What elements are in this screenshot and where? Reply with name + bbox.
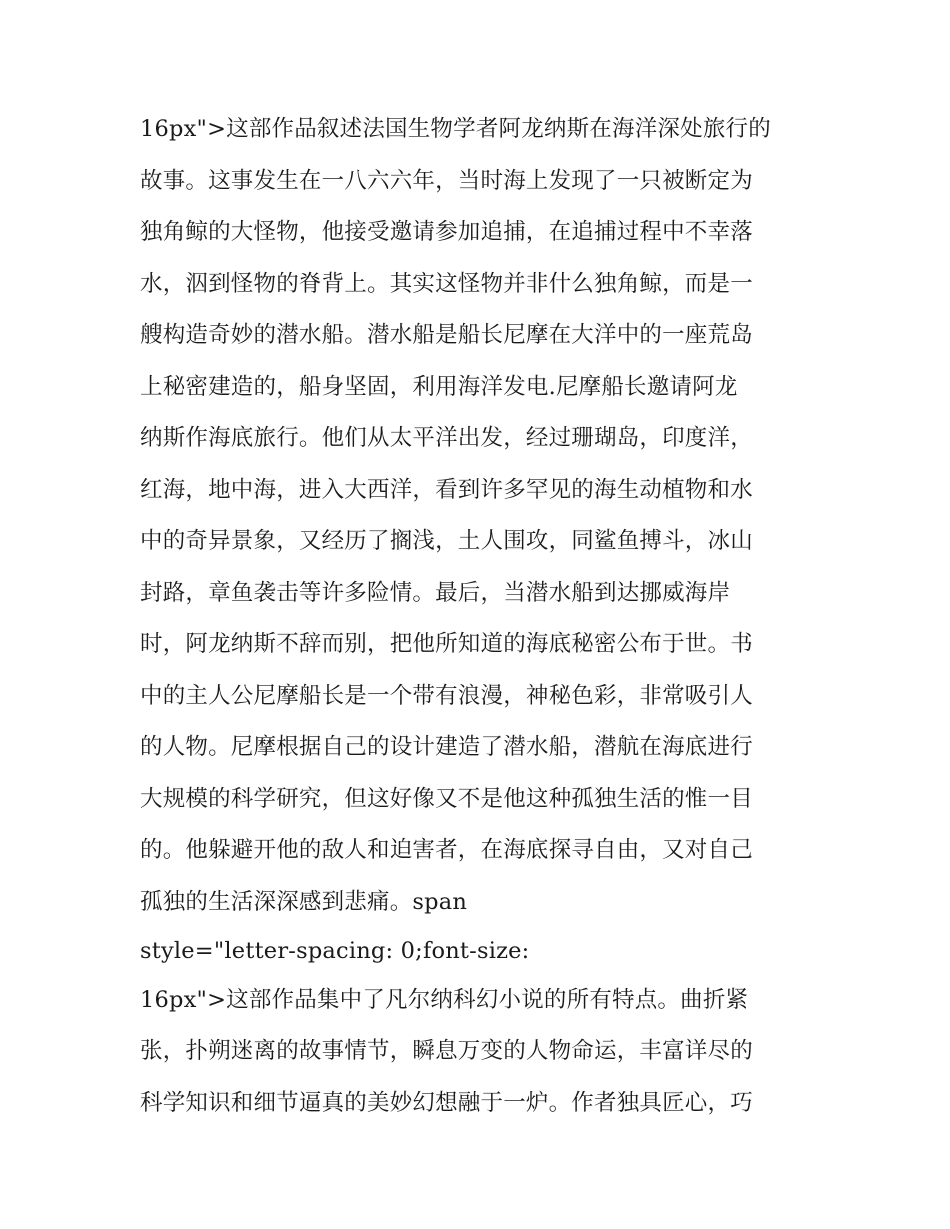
text-line: 艘构造奇妙的潜水船。潜水船是船长尼摩在大洋中的一座荒岛 <box>140 322 753 348</box>
body-text <box>140 106 830 1131</box>
text-line: 大规模的科学研究，但这好像又不是他这种孤独生活的惟一目 <box>140 785 753 812</box>
text-line: 中的奇异景象，又经历了搁浅，土人围攻，同鲨鱼搏斗，冰山 <box>140 528 753 554</box>
text-line: 16px">这部作品叙述法国生物学者阿龙纳斯在海洋深处旅行的 <box>140 116 771 142</box>
text-line: 张，扑朔迷离的故事情节，瞬息万变的人物命运，丰富详尽的 <box>140 1038 753 1064</box>
text-line: 纳斯作海底旅行。他们从太平洋出发，经过珊瑚岛，印度洋， <box>140 425 753 451</box>
text-line: 孤独的生活深深感到悲痛。span <box>140 888 468 915</box>
text-line: 封路，章鱼袭击等许多险情。最后，当潜水船到达挪威海岸 <box>140 579 731 606</box>
text-line: 独角鲸的大怪物，他接受邀请参加追捕，在追捕过程中不幸落 <box>140 219 753 245</box>
text-line: 的。他躲避开他的敌人和迫害者，在海底探寻自由，又对自己 <box>140 837 753 863</box>
text-line: 上秘密建造的，船身坚固，利用海洋发电.尼摩船长邀请阿龙 <box>140 373 738 400</box>
text-line: 科学知识和细节逼真的美妙幻想融于一炉。作者独具匠心，巧 <box>140 1089 753 1116</box>
text-line: 16px">这部作品集中了凡尔纳科幻小说的所有特点。曲折紧 <box>140 986 749 1013</box>
text-line: 故事。这事发生在一八六六年，当时海上发现了一只被断定为 <box>140 167 753 194</box>
text-line: 红海，地中海，进入大西洋，看到许多罕见的海生动植物和水 <box>140 476 753 503</box>
text-line: 时，阿龙纳斯不辞而别，把他所知道的海底秘密公布于世。书 <box>140 631 753 657</box>
text-line: style="letter-spacing: 0;font-size: <box>140 937 530 964</box>
text-line: 水，泅到怪物的脊背上。其实这怪物并非什么独角鲸，而是一 <box>140 270 753 297</box>
text-line: 中的主人公尼摩船长是一个带有浪漫，神秘色彩，非常吸引人 <box>140 682 753 709</box>
text-line: 的人物。尼摩根据自己的设计建造了潜水船，潜航在海底进行 <box>140 734 753 760</box>
